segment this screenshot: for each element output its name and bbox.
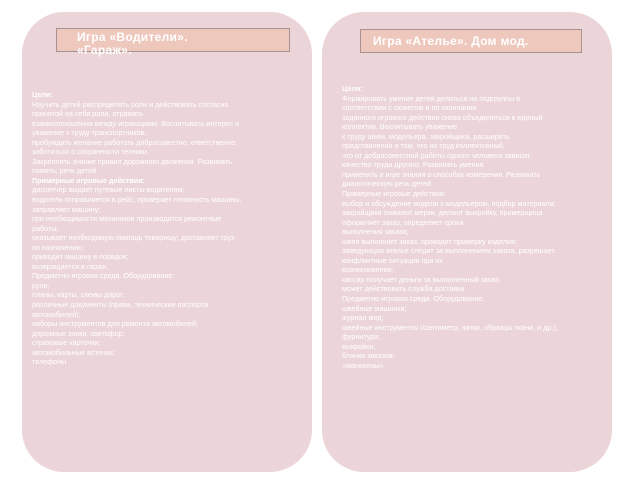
right-card-text-line: оформляет заказ, определяет сроки (342, 217, 464, 227)
left-card-text-line: возвращается в гараж. (32, 261, 109, 271)
right-card-text-line: возникновении; (342, 265, 394, 275)
right-card-text-line: выполнения заказа; (342, 227, 409, 237)
right-card-text-line: бланки заказов; (342, 351, 395, 361)
right-card-text-line: диалогическую речь детей. (342, 179, 434, 189)
left-card-text-line: различные документы (права, технические паспорта (32, 300, 209, 310)
right-card-title-line: Игра «Ателье». Дом мод. (373, 34, 529, 48)
right-card-text-line: Цели: (342, 84, 363, 93)
left-card-text-line: память, речь детей. (32, 166, 99, 176)
left-card-text-line: водитель отправляется в рейс, проверяет готовность машины, (32, 195, 242, 205)
right-card-text-line: заданного игрового действия снова объединяться в единый (342, 112, 543, 122)
right-card-body (342, 84, 606, 370)
left-card-text-line: заправляет машину; (32, 204, 101, 214)
right-card (322, 12, 612, 472)
right-card-text-line: выбор и обсуждение модели с модельером, подбор материала; (342, 198, 556, 208)
right-card-text-line: Примерные игровые действия: (342, 189, 446, 199)
right-card-text-line: конфликтные ситуации при их (342, 255, 443, 265)
left-card-text-line: автомобилей); (32, 309, 81, 319)
left-card-text-line: Научить детей распределять роли и действовать согласно (32, 99, 229, 109)
left-card-text-line: наборы инструментов для ремонта автомобилей; (32, 319, 198, 329)
left-card-text-line: пробуждать желание работать добросовестно, ответственно, (32, 137, 238, 147)
left-card-text-line: телефоны (32, 357, 67, 367)
right-card-text-line: коллектив. Воспитывать уважение (342, 122, 458, 132)
left-card-text-line: автомобильные аптечки; (32, 347, 115, 357)
left-card-text-line: принятой на себя роли, отражать (32, 109, 144, 119)
right-card-text-line: Формировать умение детей делиться на подгруппы в (342, 93, 521, 103)
right-card-text-line: представления о том, что их труд коллективный, (342, 141, 505, 151)
right-card-text-line: швейные инструменты (сантиметр, нитки, образцы ткани, и др.); (342, 322, 558, 332)
left-card-text-line: диспетчер выдает путевые листы водителям; (32, 185, 185, 195)
right-card-text-line: может действовать служба доставки. (342, 284, 467, 294)
right-card-text-line: швея выполняет заказ, проводит примерку изделия; (342, 236, 517, 246)
right-card-text-line: закройщики снимают мерки, делают выкройку, примерщица (342, 208, 543, 218)
left-card-title-line: «Гараж». (77, 43, 132, 57)
left-card-text-line: взаимоотношения между играющими. Воспитывать интерес и (32, 118, 240, 128)
left-card-text-line: при необходимости механиков производятся ремонтные (32, 214, 222, 224)
left-card-text-line: Закреплять знание правил дорожного движения. Развивать (32, 156, 232, 166)
left-card-text-line: работы; (32, 223, 59, 233)
left-card-text-line: рули; (32, 280, 50, 290)
left-card (22, 12, 312, 472)
right-card-text-line: соответствии с сюжетом и по окончании (342, 103, 477, 113)
left-card-text-line: дорожные знаки, светофор; (32, 328, 125, 338)
right-card-text-line: «манекены». (342, 360, 386, 370)
left-card-title-line: Игра «Водители». (77, 30, 188, 44)
left-card-text-line: приводит машину в порядок; (32, 252, 129, 262)
right-card-text-line: Предметно-игровая среда. Оборудование: (342, 294, 485, 304)
right-card-text-line: выкройки; (342, 341, 376, 351)
right-card-text-line: применять в игре знания о способах измерения. Развивать (342, 169, 541, 179)
right-card-text-line: швейные машинки; (342, 303, 407, 313)
right-card-text-line: журнал мод; (342, 313, 384, 323)
right-card-text-line: к труду швеи, модельера, закройщика, расширять (342, 131, 510, 141)
left-card-body (32, 90, 304, 367)
left-card-text-line: Примерные игровые действия: (32, 175, 145, 185)
right-card-text-line: что от добросовестной работы одного человека зависит (342, 150, 531, 160)
left-card-text-line: Предметно-игровая среда. Оборудование: (32, 271, 175, 281)
left-card-text-line: уважение к труду транспортников, (32, 128, 147, 138)
left-card-text-line: Цели: (32, 90, 53, 99)
right-card-text-line: фурнитура; (342, 332, 381, 342)
right-card-text-line: заведующая ателье следит за выполнением заказа, разрешает (342, 246, 555, 256)
right-card-text-line: кассир получает деньги за выполненный заказ; (342, 274, 501, 284)
left-card-text-line: страховые карточки; (32, 338, 101, 348)
right-card-title (360, 29, 582, 53)
left-card-title (56, 28, 290, 57)
left-card-text-line: оказывает необходимую помощь товарищу; доставляет груз (32, 233, 235, 243)
left-card-text-line: заботиться о сохранности техники. (32, 147, 149, 157)
left-card-text-line: планы, карты, схемы дорог; (32, 290, 125, 300)
right-card-text-line: качество труда другого. Развивать умения (342, 160, 484, 170)
left-card-text-line: по назначению; (32, 242, 84, 252)
